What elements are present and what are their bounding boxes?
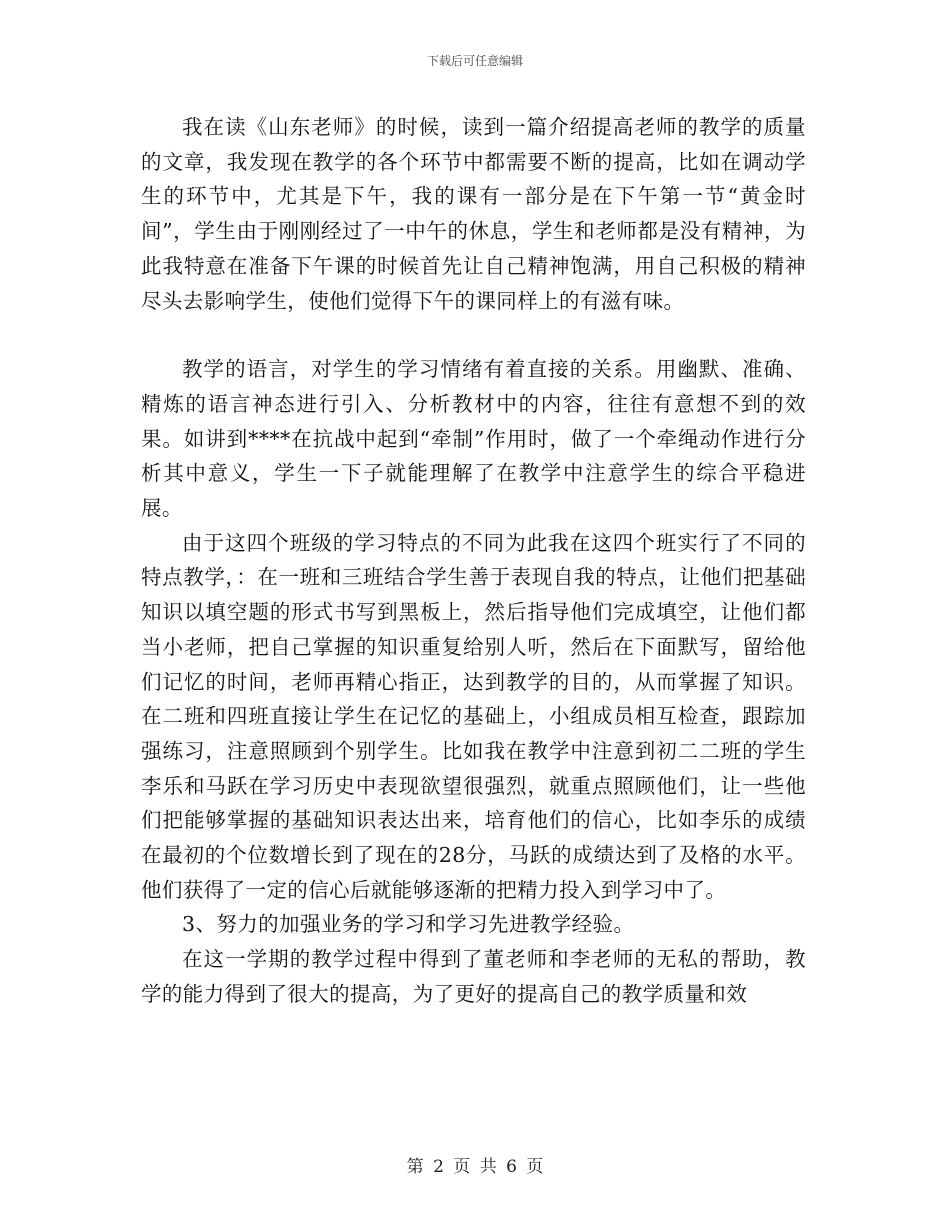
document-body (141, 110, 806, 1012)
paragraph-2: 教学的语言，对学生的学习情绪有着直接的关系。用幽默、准确、精炼的语言神态进行引入、分析教材中的内容，往往有意想不到的效果。如讲到****在抗战中起到“牵制”作用时，做了一个牵绳动作进行分析其中意义，学生一下子就能理解了在教学中注意学生的综合平稳进展。 (141, 357, 806, 521)
page-number-footer: 第 2 页 共 6 页 (406, 1157, 544, 1177)
section-heading-3: 3、努力的加强业务的学习和学习先进教学经验。 (182, 912, 635, 937)
paragraph-3: 由于这四个班级的学习特点的不同为此我在这四个班实行了不同的特点教学，：在一班和三班结合学生善于表现自我的特点，让他们把基础知识以填空题的形式书写到黑板上，然后指导他们完成填空，让他们都当小老师，把自己掌握的知识重复给别人听，然后在下面默写，留给他们记忆的时间，老师再精心指正，达到教学的目的，从而掌握了知识。在二班和四班直接让学生在记忆的基础上，小组成员相互检查，跟踪加强练习，注意照顾到个别学生。比如我在教学中注意到初二二班的学生李乐和马跃在学习历史中表现欲望很强烈，就重点照顾他们，让一些他们把能够掌握的基础知识表达出来，培育他们的信心，比如李乐的成绩在最初的个位数增长到了现在的28分，马跃的成绩达到了及格的水平。他们获得了一定的信心后就能够逐渐的把精力投入到学习中了。 (141, 530, 806, 902)
paragraph-1: 我在读《山东老师》的时候，读到一篇介绍提高老师的教学的质量的文章，我发现在教学的各个环节中都需要不断的提高，比如在调动学生的环节中，尤其是下午，我的课有一部分是在下午第一节“黄金时间”，学生由于刚刚经过了一中午的休息，学生和老师都是没有精神，为此我特意在准备下午课的时候首先让自己精神饱满，用自己积极的精神尽头去影响学生，使他们觉得下午的课同样上的有滋有味。 (141, 115, 806, 313)
paragraph-4: 在这一学期的教学过程中得到了董老师和李老师的无私的帮助，教学的能力得到了很大的提高，为了更好的提高自己的教学质量和效 (141, 947, 806, 1006)
page-header: 下载后可任意编辑 (426, 54, 523, 68)
